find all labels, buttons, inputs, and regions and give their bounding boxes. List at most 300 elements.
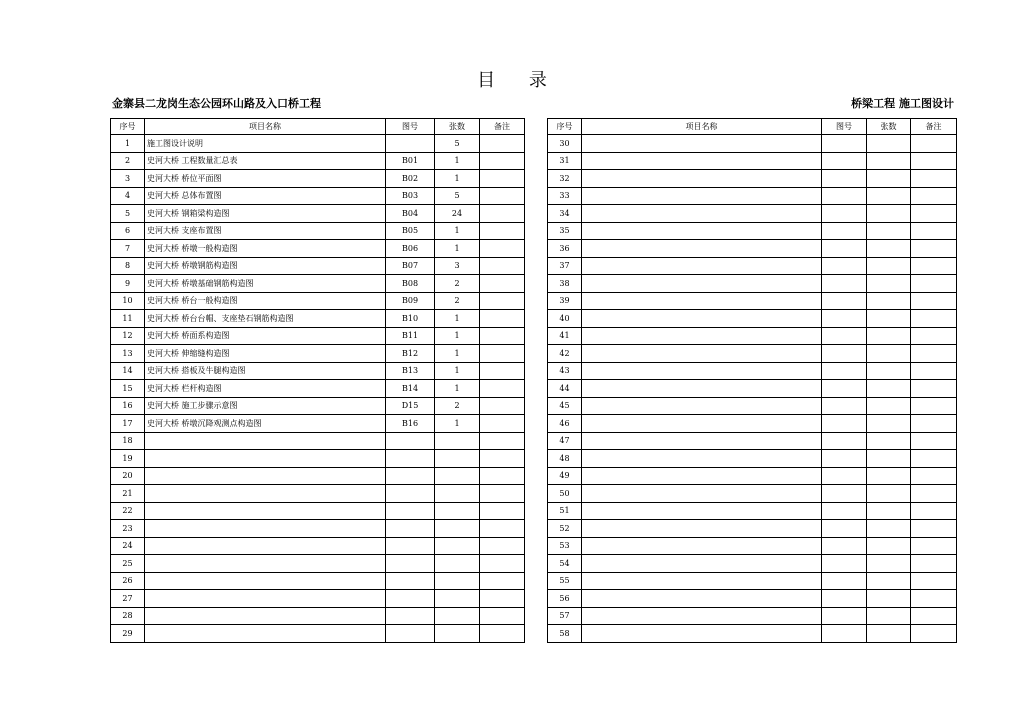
cell-note: [480, 292, 525, 310]
cell-sheets: [867, 292, 911, 310]
cell-note: [911, 502, 957, 520]
cell-sheets: 1: [435, 327, 480, 345]
table-row: [548, 572, 957, 590]
cell-name: [582, 135, 822, 153]
cell-name: [582, 292, 822, 310]
table-header-row: [111, 119, 525, 135]
cell-no: 1: [111, 135, 145, 153]
cell-name: [582, 415, 822, 433]
cell-name: [582, 222, 822, 240]
table-row: [111, 572, 525, 590]
table-row: [111, 415, 525, 433]
cell-note: [480, 397, 525, 415]
cell-code: B01: [386, 152, 435, 170]
cell-no: 17: [111, 415, 145, 433]
cell-note: [480, 432, 525, 450]
cell-name: [145, 555, 386, 573]
cell-no: 11: [111, 310, 145, 328]
col-header-note: 备注: [911, 119, 957, 135]
table-row: [111, 292, 525, 310]
cell-name: [582, 205, 822, 223]
cell-no: 30: [548, 135, 582, 153]
col-header-code: 图号: [386, 119, 435, 135]
cell-name: [145, 520, 386, 538]
cell-name: [582, 590, 822, 608]
col-header-name: 项目名称: [145, 119, 386, 135]
cell-sheets: [435, 625, 480, 643]
cell-note: [911, 380, 957, 398]
drawing-index-table-right: [547, 118, 957, 643]
cell-sheets: 1: [435, 362, 480, 380]
cell-code: B16: [386, 415, 435, 433]
cell-code: [822, 187, 867, 205]
cell-note: [911, 310, 957, 328]
cell-code: [822, 275, 867, 293]
drawing-index-table-left: [110, 118, 525, 643]
cell-no: 42: [548, 345, 582, 363]
cell-no: 10: [111, 292, 145, 310]
cell-sheets: 1: [435, 380, 480, 398]
cell-sheets: 24: [435, 205, 480, 223]
table-row: [111, 502, 525, 520]
table-header-row: [548, 119, 957, 135]
table-row: [548, 362, 957, 380]
table-row: [111, 135, 525, 153]
cell-sheets: [867, 222, 911, 240]
cell-no: 25: [111, 555, 145, 573]
cell-note: [911, 467, 957, 485]
cell-code: [822, 152, 867, 170]
cell-sheets: 2: [435, 275, 480, 293]
cell-code: [386, 450, 435, 468]
col-header-code: 图号: [822, 119, 867, 135]
cell-note: [480, 152, 525, 170]
cell-note: [480, 187, 525, 205]
table-row: [111, 327, 525, 345]
project-name: 金寨县二龙岗生态公园环山路及入口桥工程: [112, 97, 321, 110]
cell-name: 史河大桥 伸缩缝构造图: [145, 345, 386, 363]
cell-note: [911, 450, 957, 468]
cell-no: 46: [548, 415, 582, 433]
cell-no: 41: [548, 327, 582, 345]
cell-note: [480, 170, 525, 188]
cell-note: [480, 345, 525, 363]
cell-sheets: [867, 590, 911, 608]
cell-note: [911, 362, 957, 380]
cell-name: [145, 607, 386, 625]
cell-code: [822, 292, 867, 310]
cell-name: [145, 467, 386, 485]
table-row: [548, 625, 957, 643]
table-row: [548, 450, 957, 468]
table-row: [111, 205, 525, 223]
cell-sheets: [435, 607, 480, 625]
cell-sheets: 5: [435, 135, 480, 153]
cell-name: 史河大桥 栏杆构造图: [145, 380, 386, 398]
cell-no: 38: [548, 275, 582, 293]
cell-code: [822, 450, 867, 468]
cell-code: B12: [386, 345, 435, 363]
cell-sheets: 1: [435, 170, 480, 188]
cell-code: [386, 607, 435, 625]
cell-sheets: [435, 520, 480, 538]
cell-note: [911, 537, 957, 555]
cell-sheets: [867, 397, 911, 415]
cell-code: [386, 590, 435, 608]
cell-code: [822, 520, 867, 538]
cell-code: [822, 170, 867, 188]
cell-no: 50: [548, 485, 582, 503]
table-row: [548, 432, 957, 450]
cell-sheets: 1: [435, 415, 480, 433]
cell-name: [582, 537, 822, 555]
cell-name: [582, 467, 822, 485]
cell-no: 6: [111, 222, 145, 240]
cell-sheets: [867, 520, 911, 538]
cell-sheets: [867, 380, 911, 398]
cell-sheets: [867, 187, 911, 205]
table-row: [548, 310, 957, 328]
table-row: [548, 502, 957, 520]
cell-code: [822, 240, 867, 258]
cell-note: [911, 205, 957, 223]
cell-code: [822, 362, 867, 380]
table-row: [548, 222, 957, 240]
cell-note: [480, 607, 525, 625]
cell-sheets: [867, 625, 911, 643]
cell-name: 史河大桥 钢箱梁构造图: [145, 205, 386, 223]
cell-no: 21: [111, 485, 145, 503]
cell-sheets: [867, 240, 911, 258]
cell-sheets: [435, 432, 480, 450]
cell-no: 40: [548, 310, 582, 328]
cell-note: [480, 275, 525, 293]
design-stage: 桥梁工程 施工图设计: [851, 97, 954, 110]
cell-name: 史河大桥 桥墩一般构造图: [145, 240, 386, 258]
cell-note: [480, 502, 525, 520]
table-row: [111, 187, 525, 205]
cell-note: [480, 415, 525, 433]
cell-no: 4: [111, 187, 145, 205]
cell-sheets: 1: [435, 310, 480, 328]
cell-code: [822, 345, 867, 363]
cell-code: [822, 432, 867, 450]
cell-no: 56: [548, 590, 582, 608]
table-row: [548, 607, 957, 625]
cell-name: [582, 485, 822, 503]
cell-no: 29: [111, 625, 145, 643]
cell-no: 26: [111, 572, 145, 590]
cell-code: B04: [386, 205, 435, 223]
cell-code: [386, 555, 435, 573]
cell-name: [582, 555, 822, 573]
cell-note: [911, 222, 957, 240]
cell-name: [582, 380, 822, 398]
cell-code: B06: [386, 240, 435, 258]
cell-code: B09: [386, 292, 435, 310]
table-row: [548, 485, 957, 503]
table-row: [548, 135, 957, 153]
table-row: [111, 275, 525, 293]
cell-note: [911, 257, 957, 275]
cell-sheets: 1: [435, 152, 480, 170]
cell-name: 史河大桥 搭板及牛腿构造图: [145, 362, 386, 380]
cell-sheets: 2: [435, 397, 480, 415]
cell-code: [822, 135, 867, 153]
cell-note: [480, 205, 525, 223]
col-header-sheets: 张数: [867, 119, 911, 135]
cell-note: [480, 625, 525, 643]
cell-no: 37: [548, 257, 582, 275]
cell-no: 18: [111, 432, 145, 450]
cell-sheets: [435, 485, 480, 503]
cell-name: [582, 275, 822, 293]
cell-name: [145, 572, 386, 590]
cell-name: 史河大桥 桥墩沉降观测点构造图: [145, 415, 386, 433]
cell-note: [911, 275, 957, 293]
cell-note: [911, 572, 957, 590]
cell-name: [582, 152, 822, 170]
cell-code: B11: [386, 327, 435, 345]
cell-name: 史河大桥 支座布置图: [145, 222, 386, 240]
cell-note: [480, 572, 525, 590]
cell-name: [145, 537, 386, 555]
cell-code: B13: [386, 362, 435, 380]
cell-note: [480, 135, 525, 153]
cell-name: 史河大桥 桥台一般构造图: [145, 292, 386, 310]
cell-code: [822, 310, 867, 328]
cell-sheets: [867, 170, 911, 188]
table-row: [548, 537, 957, 555]
cell-note: [911, 187, 957, 205]
cell-sheets: [867, 275, 911, 293]
cell-note: [480, 380, 525, 398]
table-row: [111, 380, 525, 398]
table-row: [111, 257, 525, 275]
cell-sheets: [867, 502, 911, 520]
table-row: [548, 170, 957, 188]
cell-no: 27: [111, 590, 145, 608]
cell-no: 36: [548, 240, 582, 258]
cell-note: [911, 345, 957, 363]
table-row: [111, 170, 525, 188]
cell-code: [386, 485, 435, 503]
cell-name: [582, 240, 822, 258]
table-row: [548, 205, 957, 223]
table-row: [111, 240, 525, 258]
cell-name: [582, 625, 822, 643]
cell-sheets: [867, 467, 911, 485]
cell-code: [822, 257, 867, 275]
cell-sheets: [867, 485, 911, 503]
cell-no: 45: [548, 397, 582, 415]
cell-code: [822, 590, 867, 608]
cell-code: [822, 625, 867, 643]
cell-no: 22: [111, 502, 145, 520]
cell-sheets: [867, 572, 911, 590]
cell-no: 20: [111, 467, 145, 485]
cell-sheets: [867, 362, 911, 380]
cell-name: [582, 607, 822, 625]
cell-note: [911, 485, 957, 503]
table-row: [111, 485, 525, 503]
cell-sheets: 2: [435, 292, 480, 310]
table-row: [548, 415, 957, 433]
cell-name: [582, 397, 822, 415]
table-row: [111, 362, 525, 380]
cell-no: 53: [548, 537, 582, 555]
cell-name: [582, 257, 822, 275]
cell-note: [480, 537, 525, 555]
cell-code: [386, 572, 435, 590]
cell-sheets: [435, 555, 480, 573]
cell-no: 58: [548, 625, 582, 643]
cell-note: [911, 607, 957, 625]
cell-code: [822, 415, 867, 433]
cell-note: [480, 310, 525, 328]
table-row: [548, 397, 957, 415]
table-row: [548, 555, 957, 573]
cell-name: [145, 485, 386, 503]
cell-code: [386, 537, 435, 555]
table-row: [548, 240, 957, 258]
cell-no: 43: [548, 362, 582, 380]
cell-no: 34: [548, 205, 582, 223]
cell-name: 史河大桥 桥位平面图: [145, 170, 386, 188]
cell-no: 57: [548, 607, 582, 625]
cell-no: 13: [111, 345, 145, 363]
cell-code: [822, 485, 867, 503]
cell-code: [822, 222, 867, 240]
cell-note: [480, 555, 525, 573]
cell-note: [911, 327, 957, 345]
cell-code: [822, 380, 867, 398]
cell-sheets: 1: [435, 222, 480, 240]
cell-name: 施工图设计说明: [145, 135, 386, 153]
cell-name: [582, 432, 822, 450]
cell-sheets: [867, 415, 911, 433]
cell-name: [145, 502, 386, 520]
cell-note: [480, 240, 525, 258]
cell-code: B10: [386, 310, 435, 328]
cell-note: [911, 415, 957, 433]
cell-sheets: [867, 257, 911, 275]
cell-name: [582, 310, 822, 328]
cell-name: [582, 170, 822, 188]
cell-no: 28: [111, 607, 145, 625]
cell-name: 史河大桥 桥墩基础钢筋构造图: [145, 275, 386, 293]
cell-note: [480, 257, 525, 275]
table-row: [548, 345, 957, 363]
cell-sheets: [435, 572, 480, 590]
cell-note: [480, 222, 525, 240]
table-row: [111, 590, 525, 608]
cell-name: [582, 362, 822, 380]
cell-code: B05: [386, 222, 435, 240]
cell-code: [822, 607, 867, 625]
cell-no: 19: [111, 450, 145, 468]
cell-code: B02: [386, 170, 435, 188]
cell-no: 48: [548, 450, 582, 468]
cell-no: 44: [548, 380, 582, 398]
table-row: [111, 607, 525, 625]
cell-code: [822, 205, 867, 223]
cell-name: [145, 625, 386, 643]
table-row: [111, 152, 525, 170]
cell-sheets: [867, 345, 911, 363]
col-header-no: 序号: [111, 119, 145, 135]
table-row: [548, 187, 957, 205]
cell-sheets: [867, 205, 911, 223]
cell-sheets: [867, 432, 911, 450]
cell-name: [582, 450, 822, 468]
cell-code: B07: [386, 257, 435, 275]
table-row: [111, 625, 525, 643]
cell-note: [911, 292, 957, 310]
cell-note: [480, 467, 525, 485]
cell-sheets: [867, 310, 911, 328]
table-row: [111, 467, 525, 485]
cell-no: 49: [548, 467, 582, 485]
cell-no: 47: [548, 432, 582, 450]
cell-note: [480, 450, 525, 468]
cell-note: [480, 590, 525, 608]
table-row: [111, 537, 525, 555]
cell-note: [911, 555, 957, 573]
cell-sheets: [867, 537, 911, 555]
cell-code: [822, 555, 867, 573]
table-row: [111, 397, 525, 415]
cell-name: [582, 502, 822, 520]
table-row: [111, 345, 525, 363]
cell-no: 7: [111, 240, 145, 258]
cell-no: 35: [548, 222, 582, 240]
table-row: [548, 520, 957, 538]
cell-name: [582, 327, 822, 345]
cell-no: 52: [548, 520, 582, 538]
cell-code: B08: [386, 275, 435, 293]
cell-sheets: 3: [435, 257, 480, 275]
cell-no: 54: [548, 555, 582, 573]
cell-no: 15: [111, 380, 145, 398]
cell-note: [911, 170, 957, 188]
cell-note: [911, 625, 957, 643]
table-row: [111, 310, 525, 328]
cell-sheets: [867, 152, 911, 170]
cell-sheets: [435, 467, 480, 485]
cell-sheets: 5: [435, 187, 480, 205]
table-row: [548, 257, 957, 275]
cell-sheets: [867, 555, 911, 573]
cell-note: [911, 135, 957, 153]
cell-name: [582, 520, 822, 538]
cell-name: [145, 590, 386, 608]
cell-name: [145, 432, 386, 450]
cell-no: 55: [548, 572, 582, 590]
cell-sheets: 1: [435, 240, 480, 258]
table-row: [111, 520, 525, 538]
table-row: [548, 275, 957, 293]
cell-no: 2: [111, 152, 145, 170]
cell-code: [822, 572, 867, 590]
cell-note: [911, 152, 957, 170]
cell-no: 12: [111, 327, 145, 345]
cell-code: D15: [386, 397, 435, 415]
col-header-no: 序号: [548, 119, 582, 135]
table-row: [548, 467, 957, 485]
cell-code: B03: [386, 187, 435, 205]
cell-name: 史河大桥 施工步骤示意图: [145, 397, 386, 415]
